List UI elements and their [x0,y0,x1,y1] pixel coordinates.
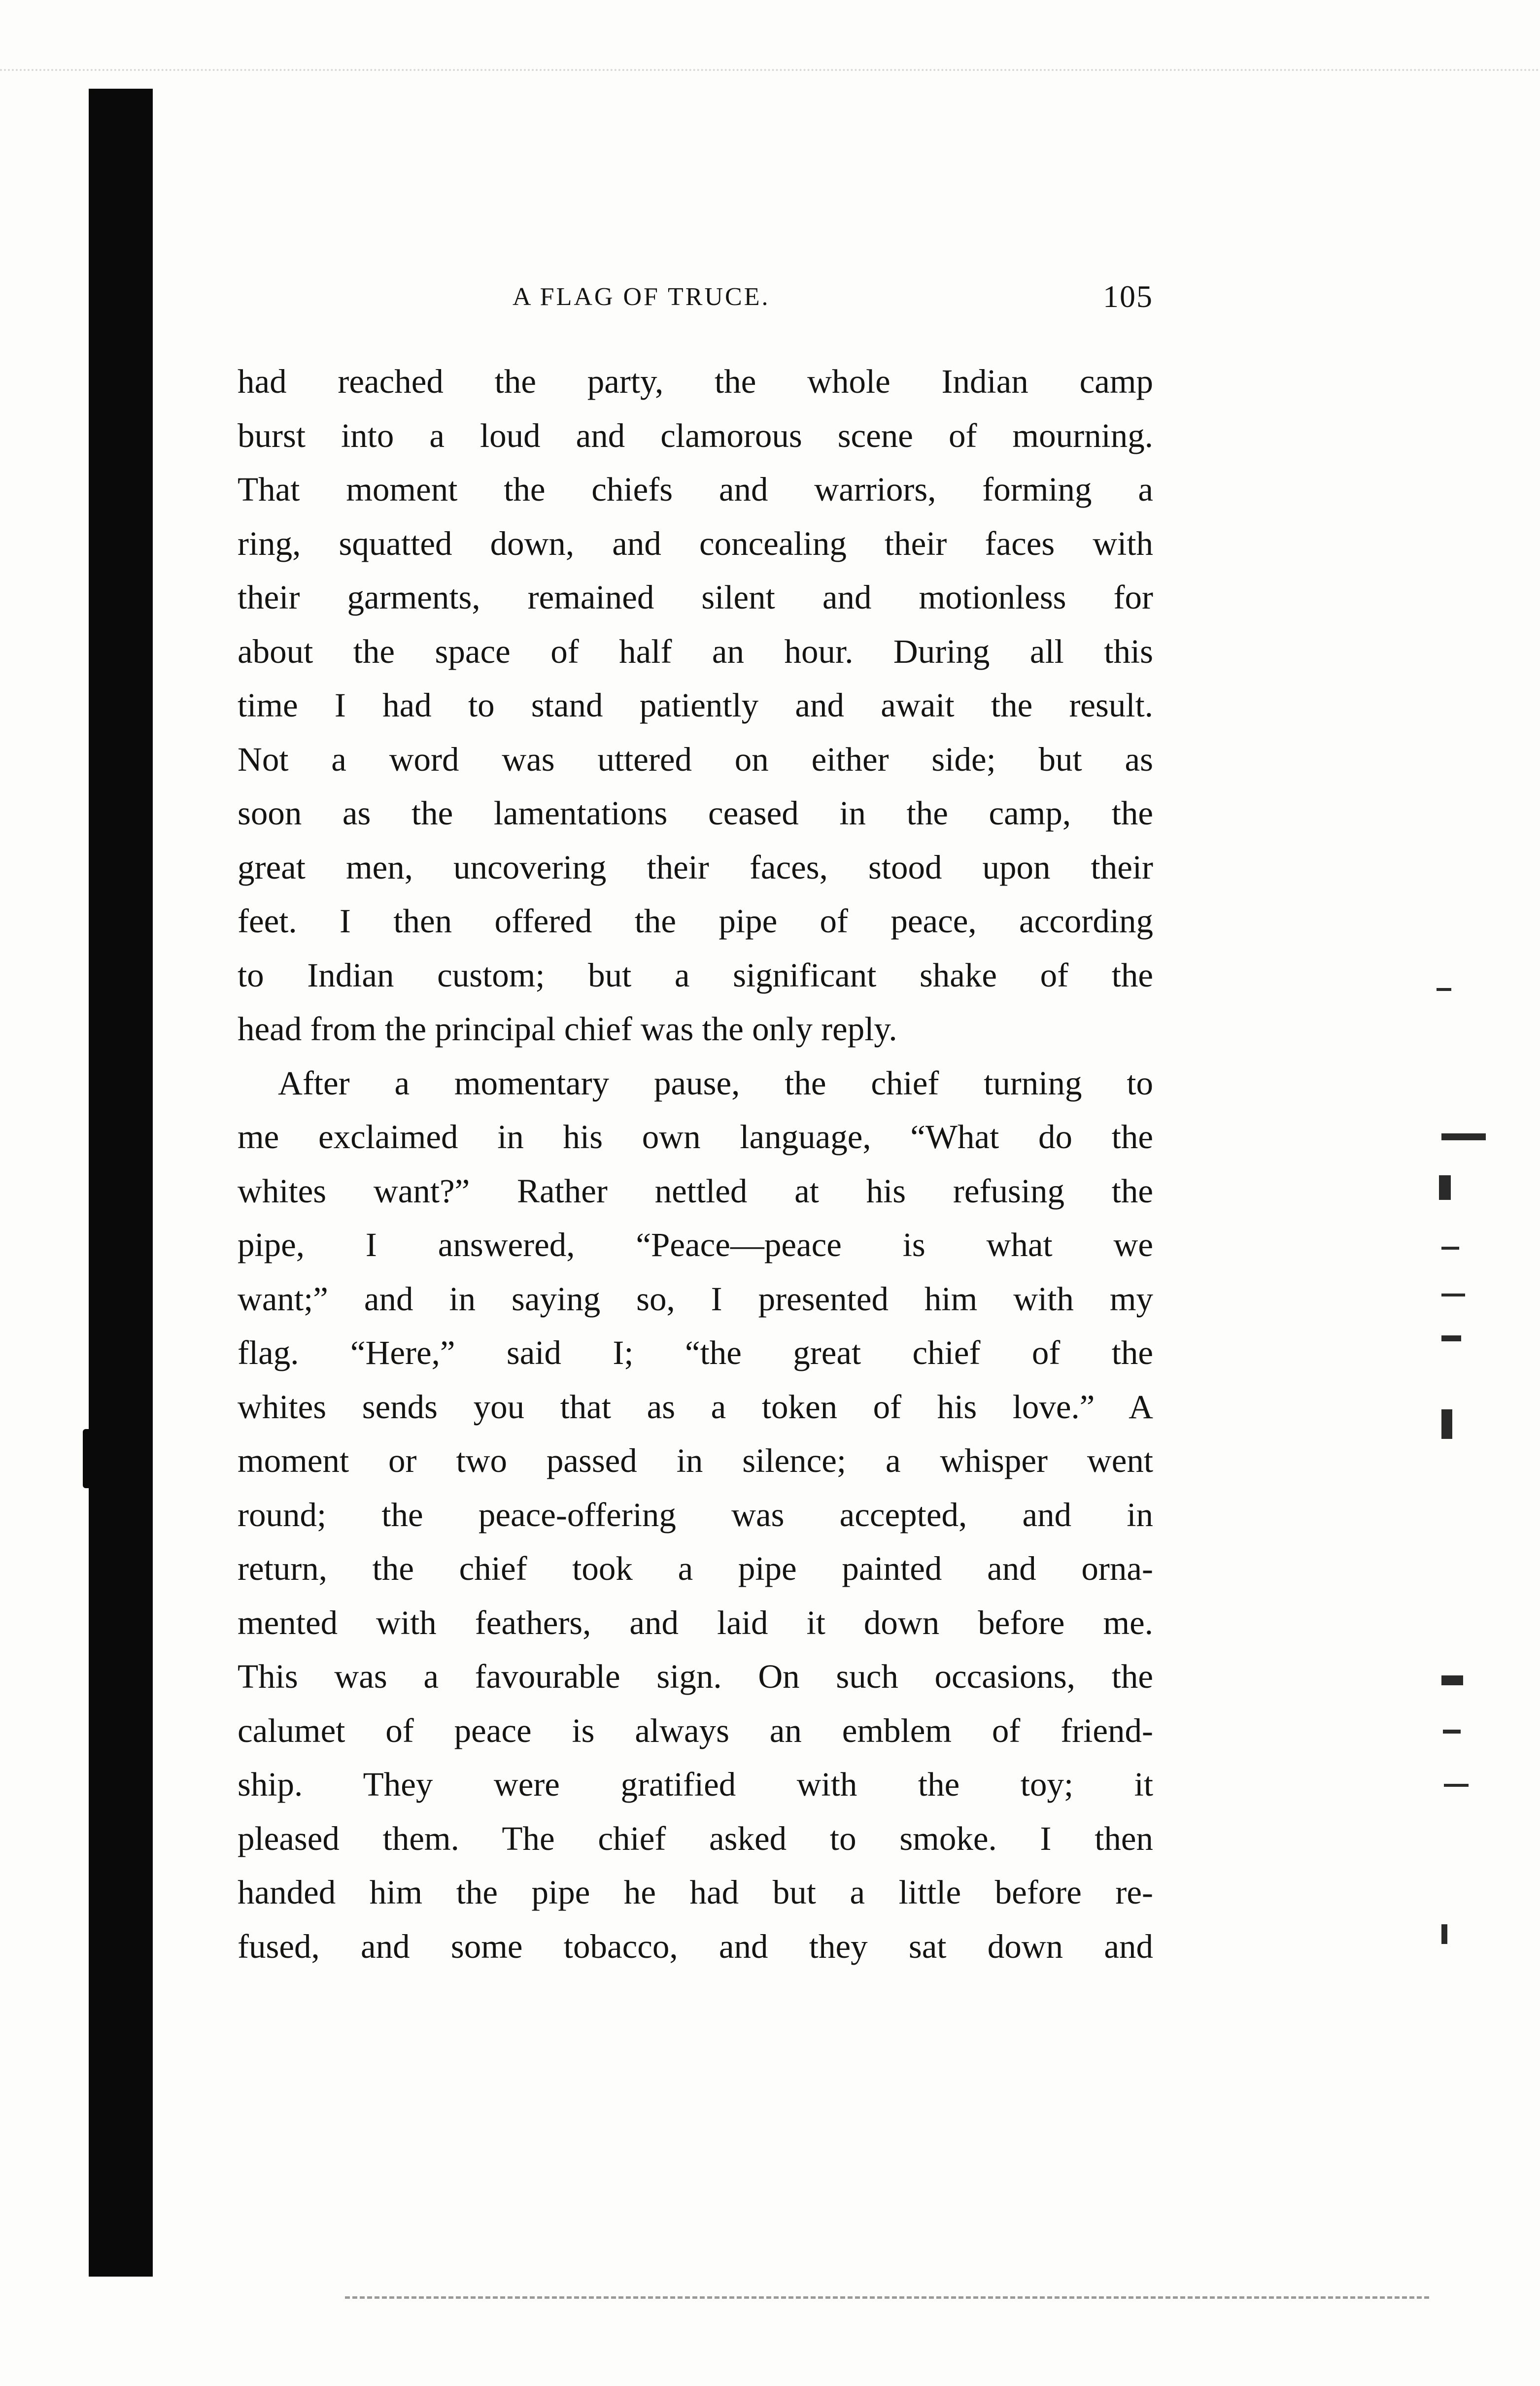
text-line: soon as the lamentations ceased in the camp, the [238,794,1153,832]
bleed-mark [1441,1247,1459,1250]
text-line: great men, uncovering their faces, stood upon their [238,848,1153,886]
text-line: handed him the pipe he had but a little before re- [238,1874,1153,1911]
chapter-title: A FLAG OF TRUCE. [513,283,770,311]
scan-edge-bottom [345,2296,1429,2299]
bleed-mark [1437,988,1451,991]
text-line: round; the peace-offering was accepted, and in [238,1496,1153,1534]
text-line: feet. I then offered the pipe of peace, according [238,902,1153,940]
text-line: had reached the party, the whole Indian camp [238,363,1153,400]
paragraph [238,1057,1153,1974]
scan-edge-top [0,69,1540,71]
text-line: ring, squatted down, and concealing their faces with [238,524,1153,562]
text-line: pleased them. The chief asked to smoke. I then [238,1819,1153,1857]
text-line: head from the principal chief was the only reply. [238,1010,897,1048]
text-line: burst into a loud and clamorous scene of mourning. [238,416,1153,454]
text-line: fused, and some tobacco, and they sat down and [238,1927,1153,1965]
page-number: 105 [1103,279,1153,314]
text-line: flag. “Here,” said I; “the great chief of the [238,1334,1153,1371]
bleed-mark [1441,1409,1452,1439]
bleed-mark [1441,1294,1465,1296]
text-line: This was a favourable sign. On such occasions, the [238,1658,1153,1695]
bleed-mark [1441,1133,1486,1140]
text-line: moment or two passed in silence; a whisper went [238,1442,1153,1479]
text-line: pipe, I answered, “Peace—peace is what we [238,1226,1153,1263]
binding-notch [83,1429,101,1488]
body-text [238,355,1153,1974]
bleed-mark [1441,1675,1463,1685]
paragraph [238,355,1153,1057]
text-line: about the space of half an hour. During all this [238,632,1153,670]
running-head [237,278,1153,318]
text-line: whites want?” Rather nettled at his refusing the [238,1172,1153,1210]
bleed-mark [1443,1730,1461,1734]
text-line: mented with feathers, and laid it down before me. [238,1603,1153,1641]
text-line: calumet of peace is always an emblem of friend- [238,1711,1153,1749]
text-line: ship. They were gratified with the toy; it [238,1766,1153,1803]
text-line: their garments, remained silent and motionless for [238,579,1153,616]
text-line: want;” and in saying so, I presented him with my [238,1280,1153,1318]
text-line: time I had to stand patiently and await the result. [238,686,1153,724]
text-line: Not a word was uttered on either side; but as [238,740,1153,778]
text-line: return, the chief took a pipe painted and orna- [238,1550,1153,1587]
bleed-mark [1444,1784,1469,1787]
bleed-mark [1441,1924,1447,1944]
text-line: to Indian custom; but a significant shake of the [238,956,1153,994]
text-line: That moment the chiefs and warriors, forming a [238,471,1153,508]
text-line: whites sends you that as a token of his love.” A [238,1388,1153,1426]
bleed-mark [1439,1175,1451,1200]
page-binding-shadow [89,89,153,2277]
text-line: After a momentary pause, the chief turning to [278,1064,1153,1102]
text-line: me exclaimed in his own language, “What do the [238,1118,1153,1156]
bleed-mark [1441,1335,1461,1341]
